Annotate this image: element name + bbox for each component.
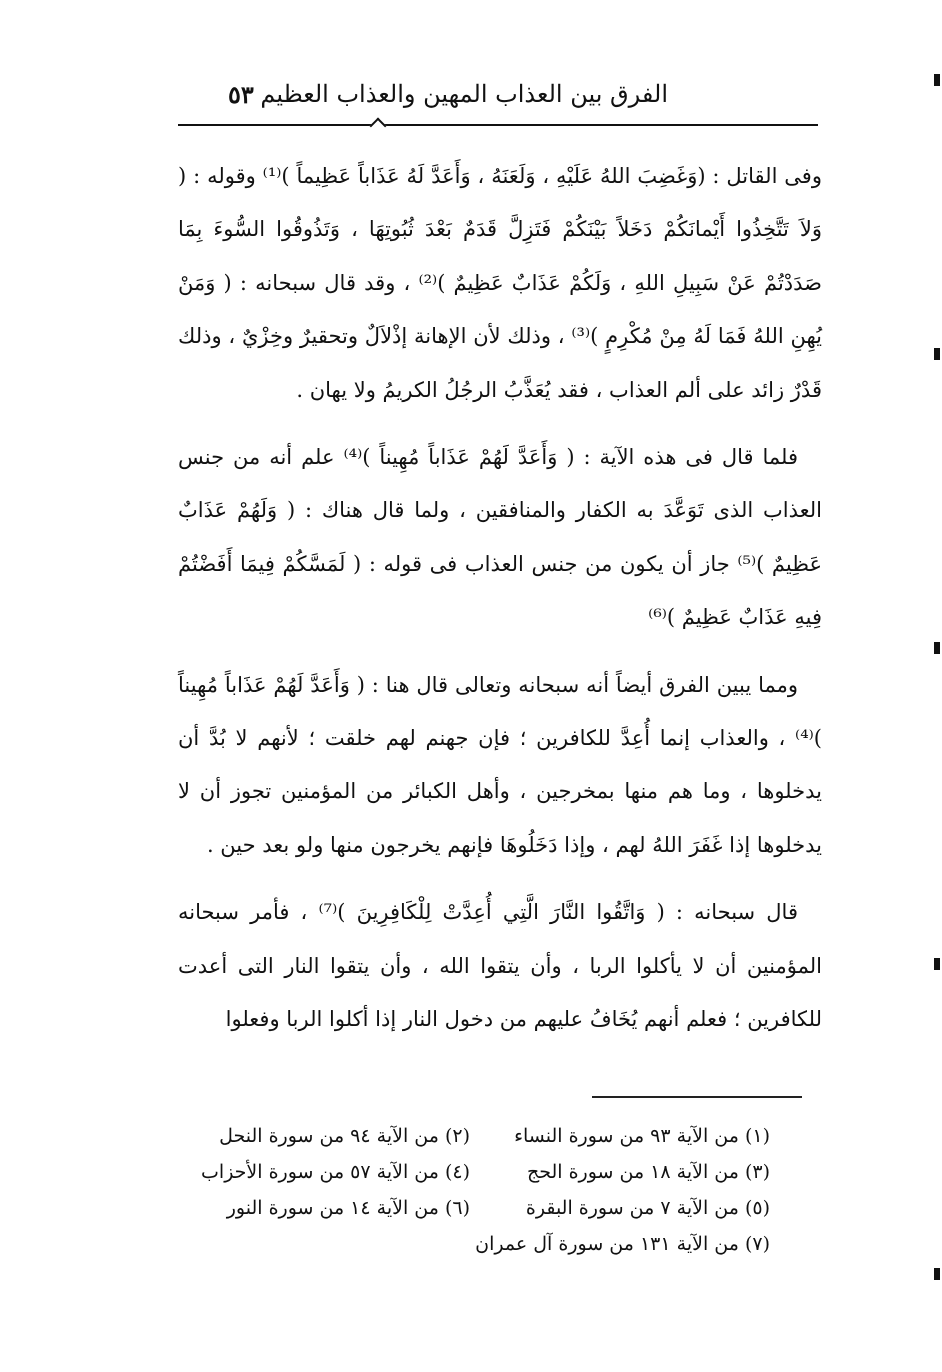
footnote-5: (٥) من الآية ٧ من سورة البقرة bbox=[525, 1197, 770, 1219]
paragraph-3: ومما يبين الفرق أيضاً أنه سبحانه وتعالى قال هنا : ( وَأَعَدَّ لَهُمْ عَذَاباً مُهِيناً )⁽⁴⁾ ، والعذاب إنما أُعِدَّ للكافرين ؛ فإن جهنم لهم خلقت ؛ لأنهم لا بُدَّ أن يدخلوها ، وما هم منها بمخرجين ، وأهل الكبائر من المؤمنين تجوز أن لا يدخلوها إذا غَفَرَ اللهُ لهم ، وإذا دَخَلُوهَا فإنهم يخرجون منها ولو بعد حين . bbox=[178, 672, 822, 857]
footnote-1: (١) من الآية ٩٣ من سورة النساء bbox=[514, 1125, 770, 1147]
scan-edge-mark bbox=[934, 74, 940, 86]
paragraph-4: قال سبحانه : ( وَاتَّقُوا النَّارَ الَّتِي أُعِدَّتْ لِلْكَافِرِينَ )⁽⁷⁾ ، فأمر سبحانه المؤمنين أن لا يأكلوا الربا ، وأن يتقوا الله ، وأن يتقوا النار التى أعدت للكافرين ؛ فعلم أنهم يُخَافُ عليهم من دخول النار إذا أكلوا الربا وفعلوا bbox=[178, 900, 822, 1032]
footnote-7: (٧) من الآية ١٣١ من سورة آل عمران bbox=[475, 1233, 770, 1255]
footnote-row bbox=[160, 1118, 770, 1154]
scan-edge-mark bbox=[934, 348, 940, 360]
footnote-row bbox=[160, 1154, 770, 1190]
header-rule bbox=[178, 124, 818, 126]
page-number: ٥٣ bbox=[228, 80, 254, 109]
footnote-6: (٦) من الآية ١٤ من سورة النور bbox=[226, 1197, 470, 1219]
footnote-2: (٢) من الآية ٩٤ من سورة النحل bbox=[219, 1125, 470, 1147]
footnote-row bbox=[160, 1226, 770, 1262]
footnote-row bbox=[160, 1190, 770, 1226]
footnotes bbox=[160, 1118, 770, 1262]
footnote-3: (٣) من الآية ١٨ من سورة الحج bbox=[526, 1161, 770, 1183]
scan-edge-mark bbox=[934, 1268, 940, 1280]
main-text bbox=[178, 150, 822, 1061]
header-rule-ornament bbox=[370, 118, 387, 135]
scan-edge-mark bbox=[934, 958, 940, 970]
footnote-rule bbox=[592, 1096, 802, 1098]
footnote-4: (٤) من الآية ٥٧ من سورة الأحزاب bbox=[201, 1161, 470, 1183]
running-header bbox=[178, 80, 818, 120]
paragraph-1: وفى القاتل : (وَغَضِبَ اللهُ عَلَيْهِ ، وَلَعَنَهُ ، وَأَعَدَّ لَهُ عَذَاباً عَظِيماً )⁽¹⁾ وقوله : ( وَلاَ تَتَّخِذُوا أَيْمانَكُمْ دَخَلاً بَيْنَكُمْ فَتَزِلَّ قَدَمٌ بَعْدَ ثُبُوتِهَا ، وَتَذُوقُوا السُّوءَ بِمَا صَدَدْتُمْ عَنْ سَبِيلِ اللهِ ، وَلَكُمْ عَذَابٌ عَظِيمٌ )⁽²⁾ ، وقد قال سبحانه : ( وَمَنْ يُهِنِ اللهُ فَمَا لَهُ مِنْ مُكْرِمٍ )⁽³⁾ ، وذلك لأن الإهانة إذْلاَلٌ وتحقيرٌ وخِزْيٌ ، وذلك قَدْرٌ زائد على ألم العذاب ، فقد يُعَذَّبُ الرجُلُ الكريمُ ولا يهان . bbox=[178, 164, 822, 402]
paragraph-2: فلما قال فى هذه الآية : ( وَأَعَدَّ لَهُمْ عَذَاباً مُهِيناً )⁽⁴⁾ علم أنه من جنس العذاب الذى تَوَعَّدَ به الكفار والمنافقين ، ولما قال هناك : ( وَلَهُمْ عَذَابٌ عَظِيمٌ )⁽⁵⁾ جاز أن يكون من جنس العذاب فى قوله : ( لَمَسَّكُمْ فِيمَا أَفَضْتُمْ فِيهِ عَذَابٌ عَظِيمٌ )⁽⁶⁾ bbox=[178, 445, 822, 630]
scan-edge-mark bbox=[934, 642, 940, 654]
footnote-empty bbox=[170, 1226, 470, 1262]
running-title: الفرق بين العذاب المهين والعذاب العظيم bbox=[260, 80, 668, 108]
